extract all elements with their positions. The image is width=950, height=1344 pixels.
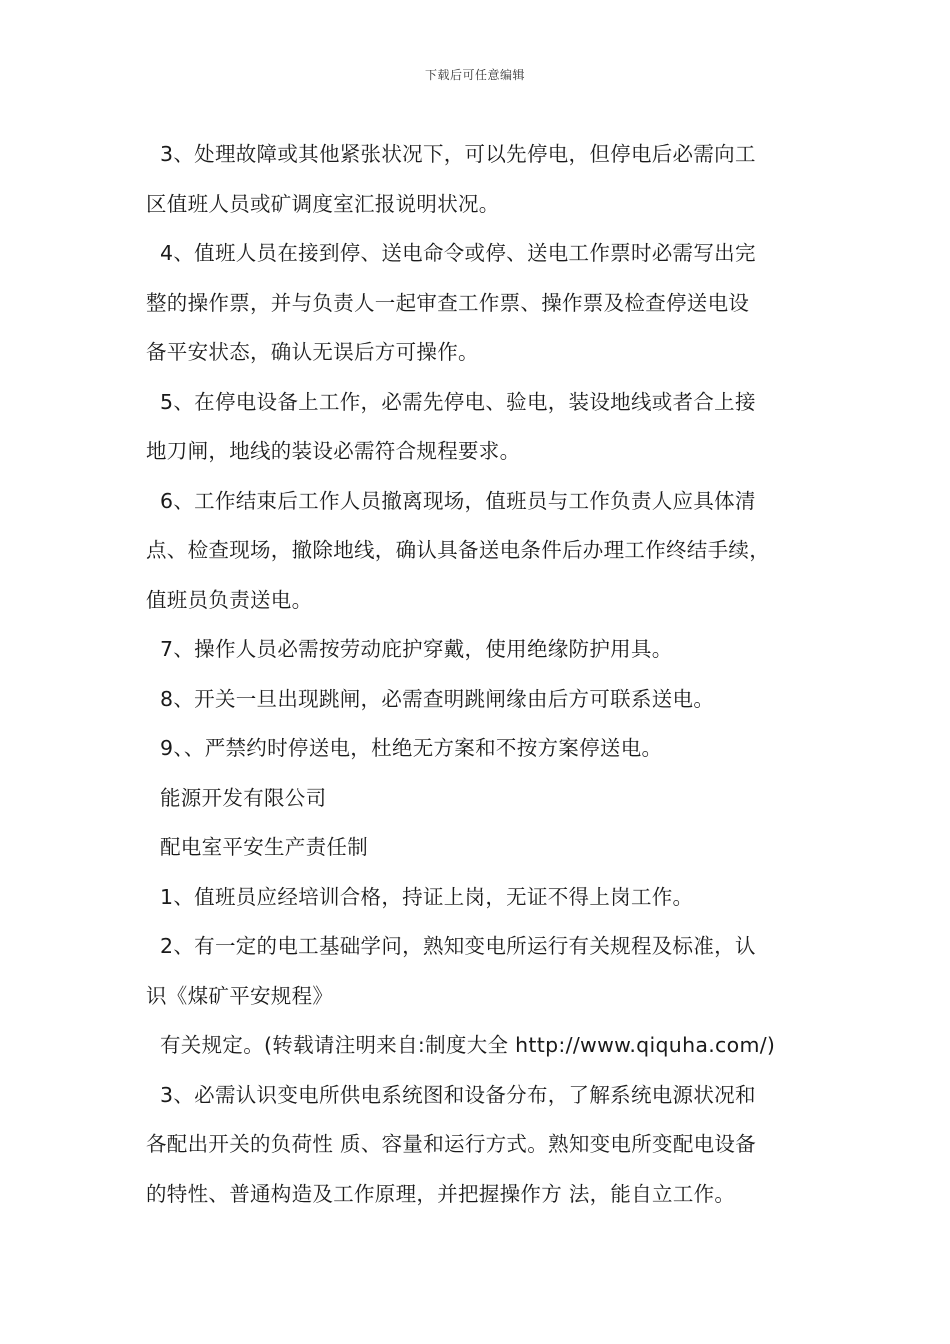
text-line: 区值班人员或矿调度室汇报说明状况。 [146, 191, 500, 216]
text-line: 各配出开关的负荷性 质、容量和运行方式。熟知变电所变配电设备 [146, 1132, 757, 1156]
text-line: 有关规定。(转载请注明来自:制度大全 http://www.qiquha.com/) [160, 1033, 776, 1057]
text-line: 4、值班人员在接到停、送电命令或停、送电工作票时必需写出完 [160, 241, 756, 265]
document-body [146, 130, 826, 1219]
company-name: 能源开发有限公司 [160, 785, 327, 810]
text-line: 8、开关一旦出现跳闸，必需查明跳闸缘由后方可联系送电。 [160, 686, 715, 711]
text-line: 1、值班员应经培训合格，持证上岗，无证不得上岗工作。 [160, 884, 694, 909]
text-line: 3、处理故障或其他紧张状况下，可以先停电，但停电后必需向工 [160, 142, 756, 166]
text-line: 5、在停电设备上工作，必需先停电、验电，装设地线或者合上接 [160, 389, 756, 414]
text-line: 2、有一定的电工基础学问，熟知变电所运行有关规程及标准，认 [160, 934, 756, 958]
text-line: 值班员负责送电。 [146, 587, 313, 612]
text-line: 6、工作结束后工作人员撤离现场，值班员与工作负责人应具体清 [160, 488, 756, 513]
text-line: 整的操作票，并与负责人一起审查工作票、操作票及检查停送电设 [146, 290, 750, 315]
text-line: 点、检查现场，撤除地线，确认具备送电条件后办理工作终结手续， [146, 538, 770, 562]
page-header: 下载后可任意编辑 [424, 68, 525, 82]
text-line: 识《煤矿平安规程》 [146, 983, 334, 1008]
section-title: 配电室平安生产责任制 [160, 835, 368, 859]
text-line: 的特性、普通构造及工作原理，并把握操作方 法，能自立工作。 [146, 1181, 736, 1206]
text-line: 备平安状态，确认无误后方可操作。 [146, 340, 479, 364]
text-line: 7、操作人员必需按劳动庇护穿戴，使用绝缘防护用具。 [160, 637, 673, 661]
text-line: 地刀闸，地线的装设必需符合规程要求。 [146, 439, 521, 463]
text-line: 9、、严禁约时停送电，杜绝无方案和不按方案停送电。 [160, 736, 663, 760]
text-line: 3、必需认识变电所供电系统图和设备分布，了解系统电源状况和 [160, 1082, 756, 1107]
